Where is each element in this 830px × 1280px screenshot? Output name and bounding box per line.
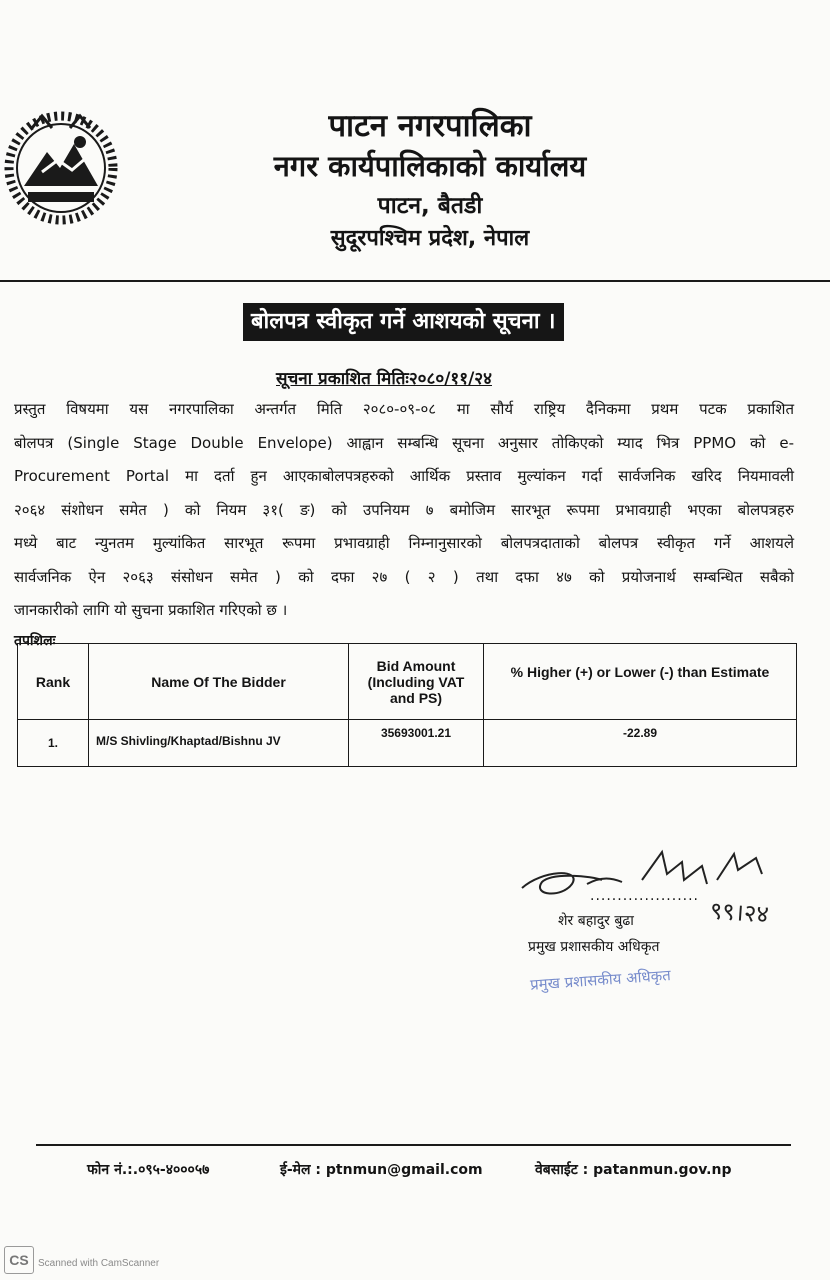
body-line: जानकारीको लागि यो सुचना प्रकाशित गरिएको छ ।: [14, 601, 288, 619]
office-subtitle: नगर कार्यपालिकाको कार्यालय: [273, 149, 587, 183]
table-header-row: [18, 644, 797, 720]
rank-header: Rank: [18, 644, 89, 720]
bid-amount-header-line: Bid Amount: [376, 657, 456, 674]
bidder-name-cell: M/S Shivling/Khaptad/Bishnu JV: [89, 720, 349, 767]
office-province: सुदूरपश्चिम प्रदेश, नेपाल: [330, 226, 530, 251]
signer-name: शेर बहादुर बुढा: [558, 913, 634, 929]
handwritten-signature: [512, 840, 812, 930]
official-stamp: प्रमुख प्रशासकीय अधिकृत: [529, 966, 672, 994]
body-line: मध्ये बाट न्युनतम मुल्यांकित सारभूत रूपमा प्रभावग्राही निम्नानुसारको बोलपत्रदाताको बोलपत्र स्वीकृत गर्ने आशयले: [14, 534, 794, 552]
footer-divider: [36, 1144, 791, 1146]
camscanner-logo: CS: [4, 1246, 34, 1274]
body-line: प्रस्तुत विषयमा यस नगरपालिका अन्तर्गत मिति २०८०-०९-०८ मा सौर्य राष्ट्रिय दैनिकमा प्रथम पटक प्रकाशित: [14, 400, 794, 418]
table-row: [18, 720, 797, 767]
body-line: बोलपत्र (Single Stage Double Envelope) आह्वान सम्बन्धि सूचना अनुसार तोकिएको म्याद भित्र PPMO को e-: [14, 433, 794, 452]
percent-header: % Higher (+) or Lower (-) than Estimate: [484, 644, 797, 720]
bid-amount-cell: 35693001.21: [349, 720, 484, 767]
bid-amount-header: [349, 644, 484, 720]
office-location: पाटन, बैतडी: [377, 193, 483, 219]
municipality-emblem-logo: [2, 108, 120, 226]
scanner-watermark: Scanned with CamScanner: [38, 1258, 160, 1269]
body-line: सार्वजनिक ऐन २०६३ संसोधन समेत ) को दफा २७ ( २ ) तथा दफा ४७ को प्रयोजनार्थ सम्बन्धित सबैको: [14, 567, 794, 586]
footer-email: ई-मेल : ptnmun@gmail.com: [280, 1162, 483, 1178]
bid-table: [17, 643, 797, 767]
handwritten-number: ९९।२४: [708, 896, 770, 929]
bid-amount-header-line: and PS): [389, 689, 443, 706]
footer-website: वेबसाईट : patanmun.gov.np: [535, 1162, 732, 1178]
bid-amount-header-line: (Including VAT: [367, 673, 465, 690]
signer-title: प्रमुख प्रशासकीय अधिकृत: [528, 939, 660, 955]
bidder-name-header: Name Of The Bidder: [89, 644, 349, 720]
notice-title: बोलपत्र स्वीकृत गर्ने आशयको सूचना ।: [243, 303, 564, 341]
office-name: पाटन नगरपालिका: [328, 108, 532, 144]
details-label: तपशिलः: [14, 633, 56, 649]
header-divider: [0, 280, 830, 282]
signature-line: ....................: [590, 888, 700, 904]
percent-cell: -22.89: [484, 720, 797, 767]
footer-phone: फोन नं.:.०९५-४०००५७: [87, 1162, 210, 1178]
body-line: २०६४ संशोधन समेत ) को नियम ३१( ङ) को उपनियम ७ बमोजिम सारभूत रूपमा प्रभावग्राही भएका बोलपत्रहरु: [14, 500, 794, 519]
rank-cell: 1.: [18, 720, 89, 767]
body-line: Procurement Portal मा दर्ता हुन आएकाबोलपत्रहरुको आर्थिक प्रस्ताव मुल्यांकन गर्दा सार्वजनिक खरिद नियमावली: [14, 467, 794, 485]
notice-body: [14, 393, 794, 628]
publication-date: सूचना प्रकाशित मितिः२०८०/११/२४: [276, 369, 492, 389]
